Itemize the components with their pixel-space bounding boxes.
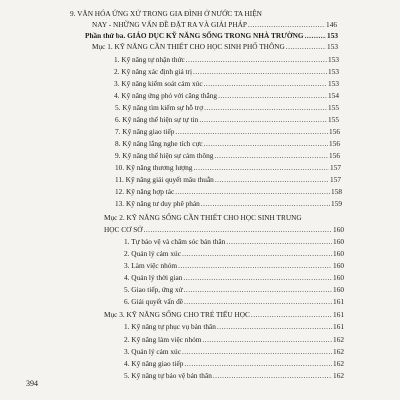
toc-page-number: 146 bbox=[326, 20, 337, 29]
dot-leader bbox=[213, 371, 332, 380]
dot-leader bbox=[248, 20, 325, 29]
dot-leader bbox=[217, 322, 332, 331]
toc-entry-muc1-7 bbox=[115, 127, 340, 136]
toc-entry-text: 2. Quản lý cảm xúc bbox=[124, 249, 181, 258]
toc-page-number: 161 bbox=[333, 297, 344, 306]
dot-leader bbox=[144, 225, 333, 234]
toc-entry-muc3 bbox=[104, 310, 344, 319]
dot-leader bbox=[186, 55, 327, 64]
toc-entry-muc1-4 bbox=[114, 91, 339, 100]
toc-page-number: 160 bbox=[333, 273, 344, 282]
dot-leader bbox=[199, 115, 327, 124]
dot-leader bbox=[193, 163, 329, 172]
toc-entry-text: 5. Kỹ năng tìm kiếm sự hỗ trợ bbox=[115, 103, 204, 112]
dot-leader bbox=[184, 285, 332, 294]
toc-page-number: 155 bbox=[328, 103, 339, 112]
toc-entry-muc2-5 bbox=[124, 285, 344, 294]
dot-leader bbox=[204, 103, 327, 112]
toc-entry-text: 4. Quản lý thời gian bbox=[124, 273, 183, 282]
toc-page-number: 160 bbox=[333, 225, 344, 234]
dot-leader bbox=[204, 79, 327, 88]
toc-entry-text: 5. Kỹ năng tự bảo vệ bản thân bbox=[124, 371, 212, 380]
toc-entry-text: 13. Kỹ năng tư duy phê phán bbox=[115, 199, 200, 208]
toc-page-number: 153 bbox=[328, 55, 339, 64]
toc-entry-text: Phần thứ ba. GIÁO DỤC KỸ NĂNG SỐNG TRONG NHÀ TRƯỜNG bbox=[85, 31, 304, 40]
toc-entry-text: NAY - NHỮNG VẤN ĐỀ ĐẶT RA VÀ GIẢI PHÁP bbox=[92, 20, 247, 29]
toc-entry-text: 3. Làm việc nhóm bbox=[124, 261, 178, 270]
dot-leader bbox=[182, 249, 332, 258]
toc-entry-muc3-5 bbox=[124, 371, 344, 380]
dot-leader bbox=[182, 347, 332, 356]
toc-page-number: 157 bbox=[330, 163, 341, 172]
dot-leader bbox=[193, 67, 327, 76]
toc-page-number: 160 bbox=[333, 237, 344, 246]
toc-page-number: 160 bbox=[333, 261, 344, 270]
toc-entry-text: 1. Tự bảo vệ và chăm sóc bản thân bbox=[124, 237, 226, 246]
toc-entry-muc3-2 bbox=[124, 335, 344, 344]
toc-entry-text: 5. Giao tiếp, ứng xử bbox=[124, 285, 183, 294]
toc-page-number: 159 bbox=[331, 199, 342, 208]
toc-entry-muc1-1 bbox=[114, 55, 339, 64]
toc-entry-part3 bbox=[85, 31, 338, 40]
toc-entry-muc2-3 bbox=[124, 261, 344, 270]
dot-leader bbox=[202, 335, 332, 344]
toc-page-number: 162 bbox=[333, 335, 344, 344]
toc-entry-muc1-12 bbox=[115, 187, 342, 196]
toc-entry-muc2-2 bbox=[124, 249, 344, 258]
toc-entry-muc1 bbox=[92, 42, 338, 51]
toc-entry-muc3-1 bbox=[124, 322, 344, 331]
toc-entry-muc3-4 bbox=[124, 359, 344, 368]
toc-entry-muc1-11 bbox=[115, 175, 341, 184]
toc-entry-muc2-line2 bbox=[104, 225, 344, 234]
toc-entry-text: 6. Kỹ năng thể hiện sự tự tin bbox=[115, 115, 199, 124]
dot-leader bbox=[204, 139, 328, 148]
toc-page-number: 153 bbox=[327, 31, 338, 40]
toc-entry-muc1-5 bbox=[115, 103, 339, 112]
dot-leader bbox=[218, 91, 327, 100]
toc-entry-muc1-9 bbox=[115, 151, 340, 160]
toc-page-number: 160 bbox=[333, 249, 344, 258]
toc-page-number: 160 bbox=[333, 285, 344, 294]
dot-leader bbox=[183, 273, 332, 282]
toc-page-number: 156 bbox=[329, 127, 340, 136]
toc-entry-muc1-13 bbox=[115, 199, 342, 208]
dot-leader bbox=[175, 187, 330, 196]
toc-entry-muc2-6 bbox=[124, 297, 344, 306]
dot-leader bbox=[305, 31, 327, 40]
toc-entry-ch9-line1 bbox=[70, 9, 262, 18]
toc-entry-muc1-3 bbox=[114, 79, 339, 88]
toc-entry-text: 7. Kỹ năng giao tiếp bbox=[115, 127, 175, 136]
dot-leader bbox=[226, 237, 332, 246]
toc-entry-text: 12. Kỹ năng hợp tác bbox=[115, 187, 175, 196]
toc-entry-text: 2. Kỹ năng xác định giá trị bbox=[114, 67, 193, 76]
toc-entry-text: 2. Kỹ năng làm việc nhóm bbox=[124, 335, 202, 344]
dot-leader bbox=[178, 261, 332, 270]
toc-page-number: 158 bbox=[331, 187, 342, 196]
dot-leader bbox=[184, 359, 332, 368]
toc-entry-text: 10. Kỹ năng thương lượng bbox=[115, 163, 193, 172]
toc-entry-text: 8. Kỹ năng lắng nghe tích cực bbox=[115, 139, 203, 148]
toc-entry-muc1-6 bbox=[115, 115, 339, 124]
toc-page-number: 156 bbox=[329, 151, 340, 160]
toc-page-number: 161 bbox=[333, 310, 344, 319]
toc-entry-muc2-1 bbox=[124, 237, 344, 246]
toc-entry-text: 11. Kỹ năng giải quyết mâu thuẫn bbox=[115, 175, 214, 184]
toc-entry-text: 1. Kỹ năng tự phục vụ bản thân bbox=[124, 322, 216, 331]
toc-entry-text: 6. Giải quyết vấn đề bbox=[124, 297, 183, 306]
toc-entry-muc1-10 bbox=[115, 163, 341, 172]
dot-leader bbox=[184, 297, 332, 306]
toc-page-number: 153 bbox=[328, 67, 339, 76]
toc-entry-text: 9. Kỹ năng thể hiện sự cảm thông bbox=[115, 151, 214, 160]
toc-page-number: 156 bbox=[329, 139, 340, 148]
toc-page-number: 162 bbox=[333, 347, 344, 356]
dot-leader bbox=[201, 199, 330, 208]
toc-entry-text: Mục 3. KỸ NĂNG SỐNG CHO TRẺ TIỂU HỌC bbox=[104, 310, 250, 319]
toc-entry-text: Mục 1. KỸ NĂNG CẦN THIẾT CHO HỌC SINH PHỔ THÔNG bbox=[92, 42, 285, 51]
toc-entry-ch9-line2 bbox=[92, 20, 337, 29]
toc-page-number: 162 bbox=[333, 371, 344, 380]
dot-leader bbox=[286, 42, 326, 51]
toc-entry-muc3-3 bbox=[124, 347, 344, 356]
toc-page-number: 161 bbox=[333, 322, 344, 331]
toc-page-number: 157 bbox=[330, 175, 341, 184]
toc-page-number: 162 bbox=[333, 359, 344, 368]
toc-entry-text: HỌC CƠ SỞ bbox=[104, 225, 143, 234]
dot-leader bbox=[215, 175, 329, 184]
toc-entry-muc1-2 bbox=[114, 67, 339, 76]
toc-entry-text: 4. Kỹ năng ứng phó với căng thẳng bbox=[114, 91, 218, 100]
toc-entry-text: 3. Kỹ năng kiểm soát cảm xúc bbox=[114, 79, 203, 88]
toc-page-number: 155 bbox=[328, 115, 339, 124]
toc-entry-text: 4. Kỹ năng giao tiếp bbox=[124, 359, 184, 368]
toc-page-number: 154 bbox=[328, 91, 339, 100]
toc-entry-text: 3. Quản lý cảm xúc bbox=[124, 347, 181, 356]
folio-page-number: 394 bbox=[26, 379, 38, 388]
toc-page-number: 153 bbox=[328, 79, 339, 88]
dot-leader bbox=[175, 127, 328, 136]
dot-leader bbox=[251, 310, 332, 319]
toc-entry-muc1-8 bbox=[115, 139, 340, 148]
toc-entry-text: Mục 2. KỸ NĂNG SỐNG CẦN THIẾT CHO HỌC SINH TRUNG bbox=[104, 213, 302, 222]
toc-entry-muc2-4 bbox=[124, 273, 344, 282]
toc-entry-text: 9. VĂN HÓA ỨNG XỬ TRONG GIA ĐÌNH Ở NƯỚC TA HIỆN bbox=[70, 9, 262, 18]
toc-page-number: 153 bbox=[327, 42, 338, 51]
toc-entry-muc2-line1 bbox=[104, 213, 302, 222]
toc-entry-text: 1. Kỹ năng tự nhận thức bbox=[114, 55, 185, 64]
dot-leader bbox=[214, 151, 328, 160]
